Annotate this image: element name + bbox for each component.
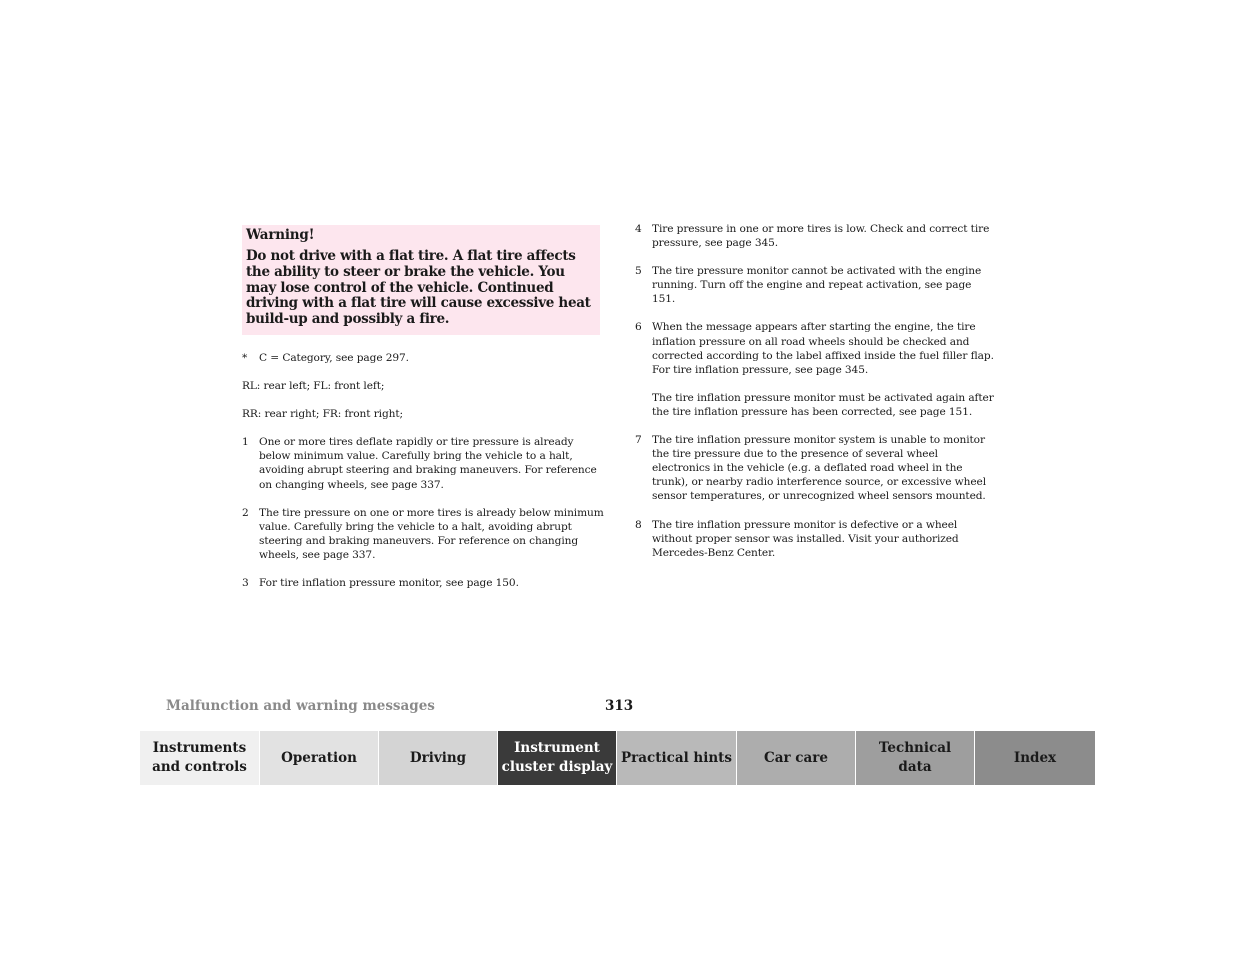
footnote-text: C = Category, see page 297. bbox=[259, 352, 409, 364]
warning-text: Do not drive with a flat tire. A flat tire affects the ability to steer or brake the vehicle. You may lose control of the vehicle. Continued driving with a flat tire will cause excessive heat build-up and possibly a fire. bbox=[246, 248, 591, 328]
note-number: 8 bbox=[635, 518, 642, 531]
tab-label: and controls bbox=[152, 759, 247, 775]
tab-instruments-and-controls[interactable] bbox=[140, 731, 260, 785]
page-number: 313 bbox=[605, 698, 634, 714]
note-item bbox=[242, 435, 604, 491]
note-number: 7 bbox=[635, 434, 642, 447]
note-text: The tire pressure on one or more tires is already below minimum value. Carefully bring the vehicle to a halt, avoiding abrupt steering and braking maneuvers. For reference on changing wheels, see page 337. bbox=[259, 506, 604, 561]
note-number: 4 bbox=[635, 223, 642, 235]
tab-label: Index bbox=[1013, 749, 1057, 766]
warning-box bbox=[242, 225, 600, 335]
note-text: The tire inflation pressure monitor system is unable to monitor the tire pressure due to the presence of several wheel electronics in the vehicle (e.g. a deflated road wheel in the trunk), or nearby radio interference source, or excessive wheel sensor temperatures, or unrecognized wheel sensors mounted. bbox=[652, 434, 986, 503]
note-number: 1 bbox=[242, 436, 249, 449]
tab-label: Technical bbox=[878, 740, 952, 756]
note-number: 3 bbox=[242, 577, 249, 590]
legend-rear-left-front-left: RL: rear left; FL: front left; bbox=[242, 380, 385, 393]
tab-driving[interactable] bbox=[379, 731, 498, 785]
note-item bbox=[635, 433, 997, 503]
note-item bbox=[242, 506, 604, 562]
note-text: For tire inflation pressure monitor, see page 150. bbox=[259, 577, 519, 590]
note-number: 5 bbox=[635, 265, 642, 278]
legend-rear-right-front-right: RR: rear right; FR: front right; bbox=[242, 408, 403, 421]
note-text: The tire pressure monitor cannot be activated with the engine running. Turn off the engine and repeat activation, see page 151. bbox=[652, 265, 982, 306]
note-item bbox=[635, 264, 997, 306]
tab-label: Driving bbox=[409, 749, 467, 766]
note-text: The tire inflation pressure monitor is defective or a wheel without proper sensor was installed. Visit your authorized Mercedes-Benz Center. bbox=[652, 518, 959, 559]
tab-label: Instrument bbox=[514, 740, 600, 756]
tab-label: Operation bbox=[281, 749, 357, 766]
tab-practical-hints[interactable] bbox=[617, 731, 737, 785]
note-item bbox=[242, 576, 604, 590]
note-text: When the message appears after starting the engine, the tire inflation pressure on all road wheels should be checked and corrected according to the label affixed inside the fuel filler flap. For tire inflation pressure, see page 345. bbox=[652, 321, 994, 376]
footnote bbox=[242, 351, 604, 365]
tab-label: Instruments bbox=[152, 740, 247, 756]
footnote-marker: * bbox=[242, 352, 248, 364]
tab-label: cluster display bbox=[501, 759, 613, 775]
tab-technical-data[interactable] bbox=[856, 731, 975, 785]
tab-instrument-cluster-display[interactable] bbox=[498, 731, 617, 785]
tab-label: Practical hints bbox=[621, 749, 732, 766]
note-number: 2 bbox=[242, 506, 249, 519]
tab-car-care[interactable] bbox=[737, 731, 856, 785]
note-item bbox=[635, 320, 997, 376]
tab-index[interactable] bbox=[975, 731, 1095, 785]
note-number: 6 bbox=[635, 321, 642, 334]
chapter-nav bbox=[140, 731, 1095, 785]
left-notes bbox=[242, 351, 604, 604]
note-text: Tire pressure in one or more tires is low. Check and correct tire pressure, see page 345. bbox=[652, 223, 990, 250]
note-continuation: The tire inflation pressure monitor must be activated again after the tire inflation pressure has been corrected, see page 151. bbox=[652, 391, 994, 418]
warning-title: Warning! bbox=[246, 227, 315, 243]
note-item bbox=[635, 222, 997, 250]
tab-label: data bbox=[898, 759, 932, 775]
right-notes bbox=[635, 222, 997, 574]
tab-operation[interactable] bbox=[260, 731, 379, 785]
note-item bbox=[635, 518, 997, 560]
note-text: One or more tires deflate rapidly or tire pressure is already below minimum value. Carefully bring the vehicle to a halt, avoiding abrupt steering and braking maneuvers. For reference on changing wheels, see page 337. bbox=[259, 436, 597, 491]
section-title: Malfunction and warning messages bbox=[166, 698, 435, 714]
tab-label: Car care bbox=[764, 749, 828, 766]
